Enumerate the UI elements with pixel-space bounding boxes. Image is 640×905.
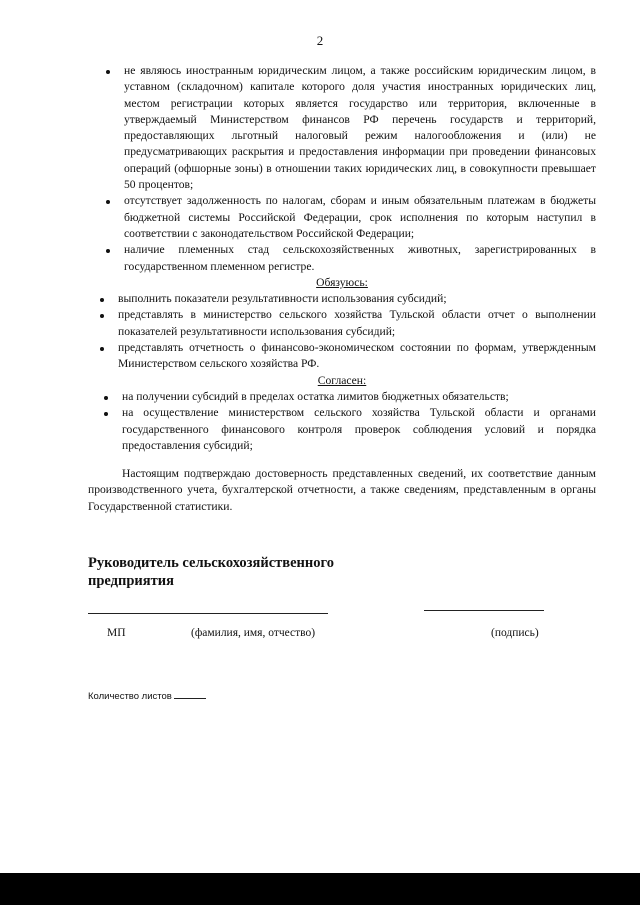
fio-signature-line [88,613,328,614]
requirements-list [88,63,596,275]
signatory-title-line-2: предприятия [88,573,174,589]
list-item: представлять в министерство сельского хозяйства Тульской области отчет о выполнении показателей результативности использования субсидий; [88,307,596,340]
consents-list [88,389,596,454]
heading-agree: Согласен: [317,373,367,387]
signatory-title [88,554,334,590]
fio-label: (фамилия, имя, отчество) [191,627,316,639]
heading-obligate: Обязуюсь: [316,275,368,289]
list-item: отсутствует задолженность по налогам, сборам и иным обязательным платежам в бюджеты бюджетной системы Российской Федерации, срок исполнения по которым наступил в соответствии с законодательством Российской Федерации; [88,193,596,242]
document-body [88,63,596,527]
stamp-placeholder: МП [107,627,126,639]
list-item: не являюсь иностранным юридическим лицом, а также российским юридическим лицом, в уставном (складочном) капитале которого доля участия иностранных юридических лиц, местом регистрации которых является государство или территория, включенные в утверждаемый Министерством финансов РФ перечень государств и территорий, предоставляющих льготный налоговый режим налогообложения и (или) не предусматривающих раскрытия и предоставления информации при проведении финансовых операций (офшорные зоны) в отношении таких юридических лиц, в совокупности превышает 50 процентов; [88,63,596,193]
confirmation-paragraph: Настоящим подтверждаю достоверность представленных сведений, их соответствие данным производственного учета, бухгалтерской отчетности, а также сведениям, представленным в органы Государственной статистики. [88,467,596,513]
list-item: на получении субсидий в пределах остатка лимитов бюджетных обязательств; [88,389,596,405]
signature-label: (подпись) [491,627,539,639]
scan-edge-bar [0,873,640,905]
page-number: 2 [316,33,324,48]
sheet-count-blank [174,690,206,699]
sheet-count-label: Количество листов [88,691,172,702]
list-item: представлять отчетность о финансово-экономическом состоянии по формам, утвержденным Министерством сельского хозяйства РФ. [88,340,596,373]
list-item: выполнить показатели результативности использования субсидий; [88,291,596,307]
signature-line [424,610,544,611]
list-item: наличие племенных стад сельскохозяйственных животных, зарегистрированных в государственном племенном регистре. [88,242,596,275]
sheet-count [88,690,206,702]
list-item: на осуществление министерством сельского хозяйства Тульской области и органами государственного финансового контроля проверок соблюдения условий и порядка предоставления субсидий; [88,405,596,454]
obligations-list [88,291,596,372]
signatory-title-line-1: Руководитель сельскохозяйственного [88,555,334,571]
